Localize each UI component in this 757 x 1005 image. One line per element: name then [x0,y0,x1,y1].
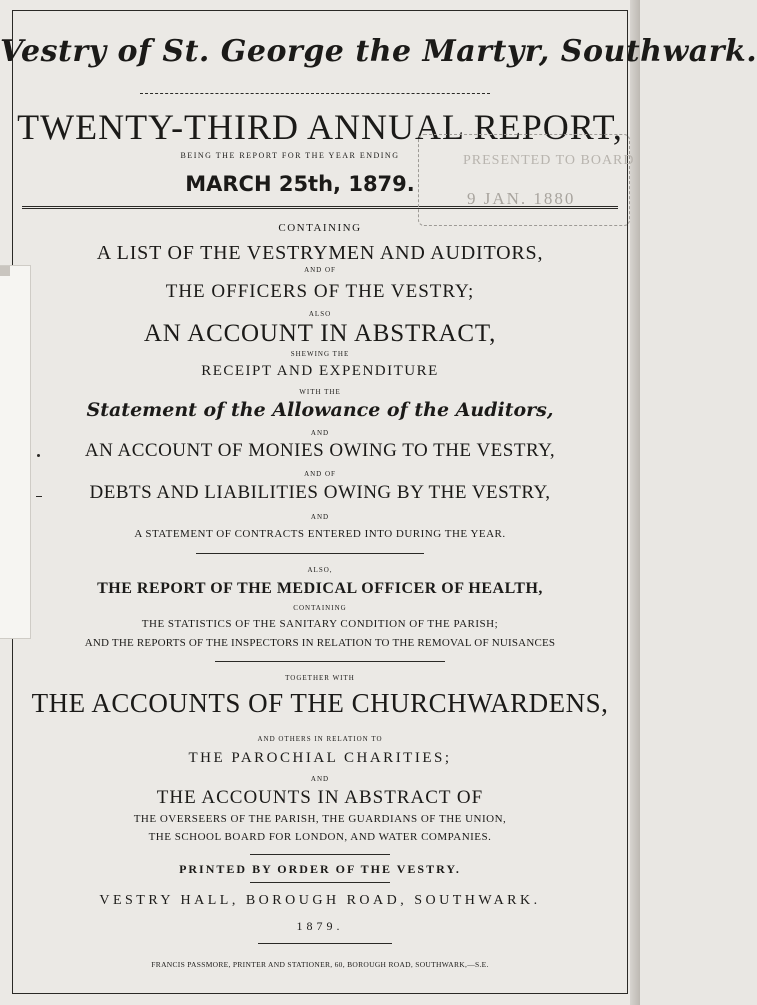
connector: AND OF [304,470,336,478]
connector: TOGETHER WITH [285,674,355,682]
divider [196,553,424,554]
connector: AND [310,775,330,783]
vestrymen-list: A LIST OF THE VESTRYMEN AND AUDITORS, [96,242,544,264]
charities-line: THE PAROCHIAL CHARITIES; [188,750,452,766]
report-date: MARCH 25th, 1879. [185,172,415,196]
printer-line: FRANCIS PASSMORE, PRINTER AND STATIONER, 60, BOROUGH ROAD, SOUTHWARK,—S.E. [151,960,489,969]
connector: CONTAINING [293,604,347,612]
vestry-hall-address: VESTRY HALL, BOROUGH ROAD, SOUTHWARK. [99,893,541,908]
divider [258,943,392,944]
overseers-line: THE OVERSEERS OF THE PARISH, THE GUARDIANS OF THE UNION, [133,813,507,825]
divider [140,93,490,94]
margin-mark [37,454,40,457]
officers-line: THE OFFICERS OF THE VESTRY; [165,281,475,302]
divider [250,854,390,855]
receipt-line: RECEIPT AND EXPENDITURE [201,363,439,379]
connector: AND [310,513,330,521]
connector: SHEWING THE [290,350,350,358]
stamp-line: PRESENTED TO BOARD [463,153,635,168]
connector: AND OF [304,266,336,274]
debts-line: DEBTS AND LIABILITIES OWING BY THE VESTRY, [89,482,551,503]
monies-line: AN ACCOUNT OF MONIES OWING TO THE VESTRY, [84,440,556,461]
divider [215,661,445,662]
report-title: TWENTY-THIRD ANNUAL REPORT, [17,107,623,147]
connector: AND [310,429,330,437]
churchwardens-line: THE ACCOUNTS OF THE CHURCHWARDENS, [31,688,609,718]
connector: ALSO, [307,566,333,574]
being-report-text: BEING THE REPORT FOR THE YEAR ENDING [180,151,400,160]
school-board-line: THE SCHOOL BOARD FOR LONDON, AND WATER COMPANIES. [148,831,492,843]
statistics-line: THE STATISTICS OF THE SANITARY CONDITION OF THE PARISH; [141,618,499,630]
divider [250,882,390,883]
connector: WITH THE [299,388,341,396]
margin-mark [36,496,42,497]
stamp-date: 9 JAN. 1880 [467,189,576,208]
received-stamp [418,134,635,226]
connector: AND OTHERS IN RELATION TO [257,735,383,743]
publication-year: 1879. [296,919,344,933]
accounts-abstract-line: THE ACCOUNTS IN ABSTRACT OF [156,787,484,808]
printed-order-line: PRINTED BY ORDER OF THE VESTRY. [179,862,461,876]
medical-officer-line: THE REPORT OF THE MEDICAL OFFICER OF HEALTH, [97,580,543,597]
vestry-title: Vestry of St. George the Martyr, Southwark. [0,34,757,69]
connector: ALSO [308,310,332,318]
account-abstract: AN ACCOUNT IN ABSTRACT, [143,320,497,347]
containing-label: CONTAINING [278,222,362,234]
statement-line: Statement of the Allowance of the Auditors, [86,399,554,421]
contracts-line: A STATEMENT OF CONTRACTS ENTERED INTO DURING THE YEAR. [134,528,506,540]
inspectors-line: AND THE REPORTS OF THE INSPECTORS IN RELATION TO THE REMOVAL OF NUISANCES [84,637,556,649]
